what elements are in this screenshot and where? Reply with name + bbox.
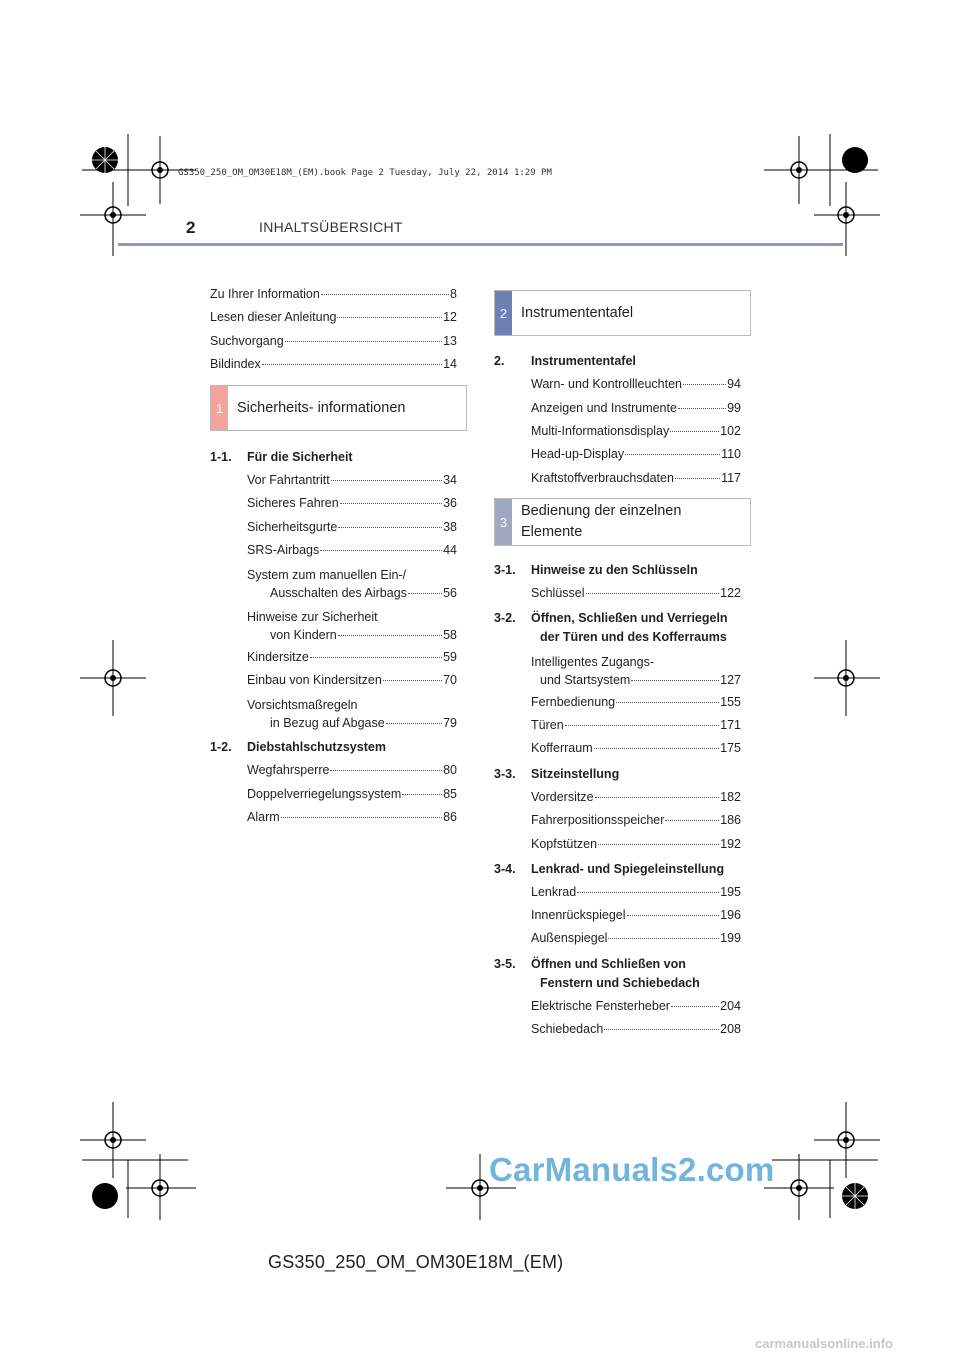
chapter-number: 1-1. [210, 450, 232, 464]
toc-entry-label: Kopfstützen [531, 837, 598, 851]
chapter-title: Hinweise zu den Schlüsseln [531, 563, 698, 577]
toc-entry-label: Sicheres Fahren [247, 496, 339, 510]
toc-entry-label: Elektrische Fensterheber [531, 999, 670, 1013]
toc-entry-label: Kofferraum [531, 741, 593, 755]
toc-entry-label: Vordersitze [531, 790, 594, 804]
toc-entry-label: Anzeigen und Instrumente [531, 401, 677, 415]
chapter-title: Diebstahlschutzsystem [247, 740, 386, 754]
toc-entry-page: 99 [727, 401, 741, 415]
toc-entry-label: in Bezug auf Abgase [270, 716, 385, 730]
toc-entry[interactable] [247, 650, 457, 664]
toc-entry-page: 44 [443, 543, 457, 557]
toc-entry-label: Kraftstoffverbrauchsdaten [531, 471, 674, 485]
toc-entry-page: 199 [720, 931, 741, 945]
toc-entry-bildindex[interactable] [210, 357, 457, 371]
toc-entry-page: 79 [443, 716, 457, 730]
toc-entry[interactable] [531, 377, 741, 391]
chapter-heading[interactable] [494, 611, 744, 647]
toc-entry[interactable] [531, 424, 741, 438]
document-code: GS350_250_OM_OM30E18M_(EM) [268, 1252, 564, 1272]
toc-entry[interactable] [531, 813, 741, 827]
toc-entry-label: Suchvorgang [210, 334, 284, 348]
toc-entry-label: und Startsystem [540, 673, 631, 687]
toc-entry-airbag[interactable] [247, 566, 457, 602]
toc-entry-page: 171 [720, 718, 741, 732]
toc-entry-label: Sicherheitsgurte [247, 520, 338, 534]
toc-entry-page: 8 [450, 287, 457, 301]
toc-entry-label: Lesen dieser Anleitung [210, 310, 337, 324]
toc-entry-label: Türen [531, 718, 564, 732]
toc-entry-label: Doppelverriegelungssystem [247, 787, 402, 801]
toc-entry-page: 38 [443, 520, 457, 534]
chapter-title: Öffnen und Schließen von [531, 957, 686, 971]
toc-entry[interactable] [247, 520, 457, 534]
toc-entry-page: 196 [720, 908, 741, 922]
section-number: 3 [495, 499, 512, 545]
toc-entry-abgase[interactable] [247, 696, 457, 732]
toc-entry-page: 86 [443, 810, 457, 824]
toc-entry[interactable] [247, 543, 457, 557]
page-number: 2 [186, 218, 196, 237]
watermark-footer: carmanualsonline.info [755, 1336, 893, 1351]
toc-entry[interactable] [531, 695, 741, 709]
toc-entry[interactable] [247, 496, 457, 510]
section-title: Instrumententafel [521, 304, 634, 321]
toc-entry[interactable] [531, 837, 741, 851]
toc-entry-label: Fahrerpositionsspeicher [531, 813, 665, 827]
section-title-line: Bedienung der einzelnen [521, 503, 682, 519]
toc-entry-label: von Kindern [270, 628, 337, 642]
toc-entry-label: Lenkrad [531, 885, 577, 899]
print-info-line: GS350_250_OM_OM30E18M_(EM).book Page 2 Tuesday, July 22, 2014 1:29 PM [178, 168, 552, 178]
toc-entry-page: 58 [443, 628, 457, 642]
toc-entry[interactable] [247, 763, 457, 777]
page-title: INHALTSÜBERSICHT [259, 219, 403, 235]
toc-entry[interactable] [531, 999, 741, 1013]
toc-entry-page: 204 [720, 999, 741, 1013]
toc-entry-zu-ihrer-information[interactable] [210, 287, 457, 301]
toc-entry[interactable] [247, 473, 457, 487]
toc-entry[interactable] [531, 586, 741, 600]
section-1-header[interactable] [210, 385, 467, 431]
toc-entry[interactable] [531, 931, 741, 945]
toc-entry-page: 186 [720, 813, 741, 827]
chapter-number: 3-4. [494, 862, 516, 876]
chapter-number: 3-1. [494, 563, 516, 577]
section-title [512, 499, 681, 545]
toc-entry-label: Schlüssel [531, 586, 585, 600]
header-rule [118, 243, 843, 246]
chapter-number: 1-2. [210, 740, 232, 754]
chapter-title: Für die Sicherheit [247, 450, 353, 464]
toc-entry[interactable] [531, 718, 741, 732]
toc-entry-page: 14 [443, 357, 457, 371]
toc-entry-zugang[interactable] [531, 653, 741, 689]
chapter-title: Fenstern und Schiebedach [540, 976, 700, 990]
toc-entry-lesen-dieser-anleitung[interactable] [210, 310, 457, 324]
section-number: 1 [211, 386, 228, 430]
chapter-number: 2. [494, 354, 505, 368]
toc-entry-page: 85 [443, 787, 457, 801]
toc-entry[interactable] [531, 885, 741, 899]
toc-entry-label: Ausschalten des Airbags [270, 586, 407, 600]
toc-entry-page: 175 [720, 741, 741, 755]
toc-entry-label: Hinweise zur Sicherheit [247, 610, 378, 624]
toc-entry-label: Multi-Informationsdisplay [531, 424, 670, 438]
toc-entry[interactable] [531, 908, 741, 922]
section-number: 2 [495, 291, 512, 335]
toc-entry-label: Zu Ihrer Information [210, 287, 320, 301]
chapter-number: 3-5. [494, 957, 516, 971]
chapter-title: Sitzeinstellung [531, 767, 620, 781]
toc-entry[interactable] [531, 447, 741, 461]
toc-entry-label: Einbau von Kindersitzen [247, 673, 382, 687]
section-2-header[interactable] [494, 290, 751, 336]
toc-entry-page: 192 [720, 837, 741, 851]
toc-entry-label: Bildindex [210, 357, 261, 371]
toc-entry-label: Kindersitze [247, 650, 309, 664]
toc-entry-suchvorgang[interactable] [210, 334, 457, 348]
toc-entry-label: Head-up-Display [531, 447, 625, 461]
toc-entry-label: Warn- und Kontrollleuchten [531, 377, 683, 391]
toc-entry-page: 110 [721, 447, 741, 461]
toc-entry-label: SRS-Airbags [247, 543, 320, 557]
chapter-title: Instrumententafel [531, 354, 636, 368]
toc-entry-page: 13 [443, 334, 457, 348]
toc-entry[interactable] [247, 810, 457, 824]
toc-entry-label: Intelligentes Zugangs- [531, 655, 654, 669]
toc-entry-page: 80 [443, 763, 457, 777]
toc-entry-page: 127 [720, 673, 741, 687]
toc-entry-page: 70 [443, 673, 457, 687]
toc-entry-page: 122 [720, 586, 741, 600]
toc-entry[interactable] [247, 673, 457, 687]
chapter-number: 3-2. [494, 611, 516, 625]
chapter-heading[interactable] [494, 957, 744, 993]
toc-entry-kinder[interactable] [247, 608, 457, 644]
toc-entry-page: 117 [721, 471, 741, 485]
watermark-logo: CarManuals2.com [489, 1151, 775, 1188]
toc-entry-label: Außenspiegel [531, 931, 608, 945]
toc-entry[interactable] [247, 787, 457, 801]
toc-entry[interactable] [531, 401, 741, 415]
toc-entry-page: 182 [720, 790, 741, 804]
toc-entry-page: 56 [443, 586, 457, 600]
toc-entry[interactable] [531, 1022, 741, 1036]
toc-entry-page: 155 [720, 695, 741, 709]
toc-entry-label: Innenrückspiegel [531, 908, 626, 922]
toc-entry-page: 195 [720, 885, 741, 899]
section-title: Sicherheits- informationen [237, 399, 406, 416]
section-title-line: Elemente [521, 524, 583, 540]
toc-entry-page: 36 [443, 496, 457, 510]
toc-entry-label: Vor Fahrtantritt [247, 473, 330, 487]
chapter-title: der Türen und des Kofferraums [540, 630, 727, 644]
toc-entry-page: 34 [443, 473, 457, 487]
toc-entry-page: 102 [720, 424, 741, 438]
toc-entry[interactable] [531, 790, 741, 804]
toc-entry[interactable] [531, 741, 741, 755]
chapter-number: 3-3. [494, 767, 516, 781]
toc-entry-label: Wegfahrsperre [247, 763, 330, 777]
toc-entry-label: Vorsichtsmaßregeln [247, 698, 358, 712]
toc-entry[interactable] [531, 471, 741, 485]
toc-entry-page: 12 [443, 310, 457, 324]
toc-entry-label: System zum manuellen Ein-/ [247, 568, 407, 582]
toc-entry-page: 208 [720, 1022, 741, 1036]
chapter-title: Lenkrad- und Spiegeleinstellung [531, 862, 725, 876]
toc-entry-label: Schiebedach [531, 1022, 604, 1036]
toc-entry-label: Fernbedienung [531, 695, 616, 709]
chapter-title: Öffnen, Schließen und Verriegeln [531, 611, 728, 625]
toc-entry-label: Alarm [247, 810, 280, 824]
toc-entry-page: 94 [727, 377, 741, 391]
toc-entry-page: 59 [443, 650, 457, 664]
section-3-header[interactable] [494, 498, 751, 546]
